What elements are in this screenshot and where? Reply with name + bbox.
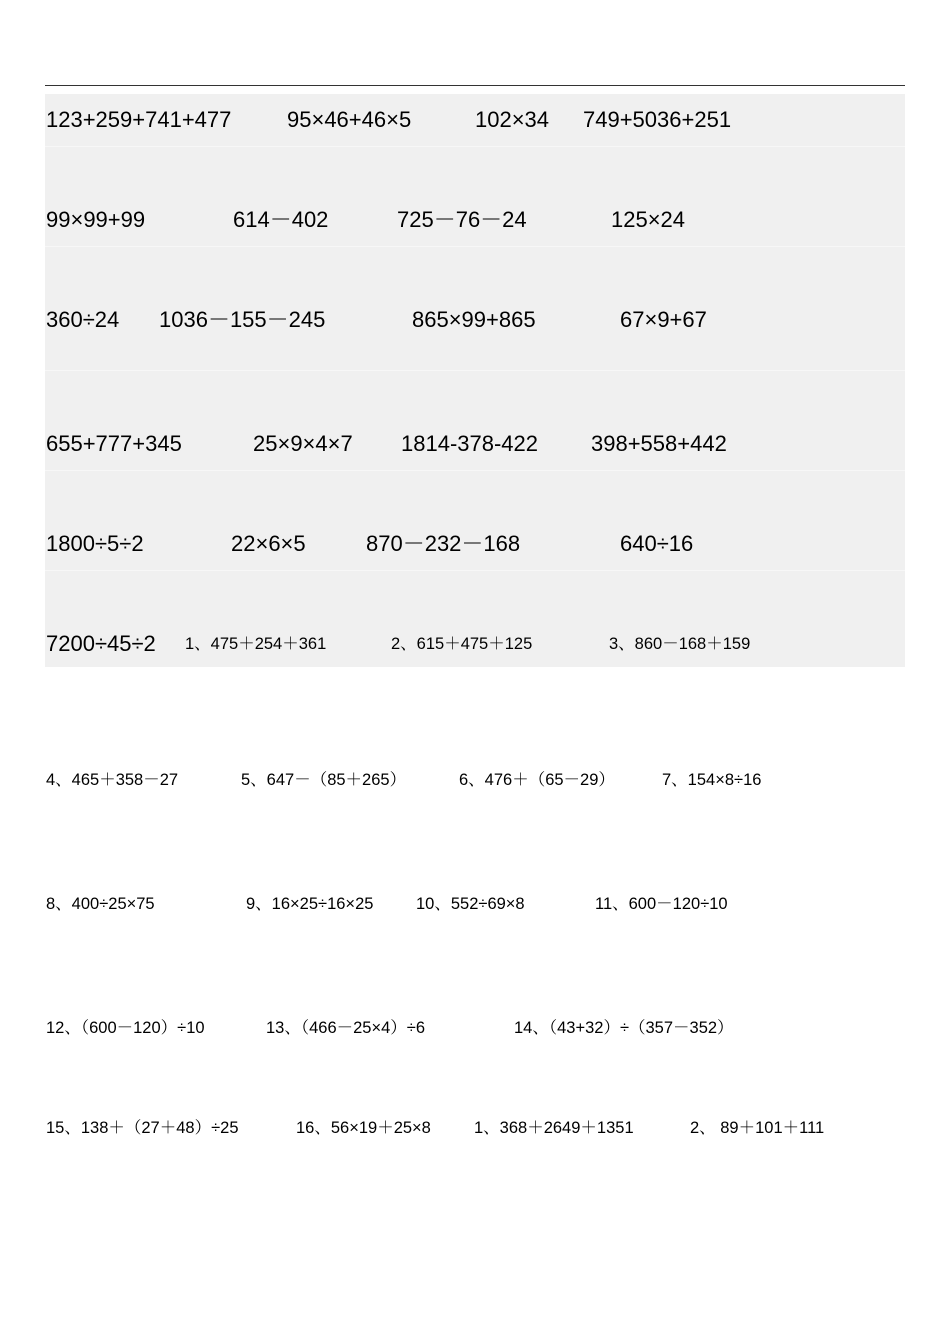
problem: 15、138＋（27＋48）÷25 xyxy=(46,1119,239,1137)
problem: 1814-378-422 xyxy=(401,431,539,456)
problem: 67×9+67 xyxy=(620,307,707,332)
problem: 14、（43+32）÷（357－352） xyxy=(514,1019,734,1037)
problem-row xyxy=(0,204,950,236)
problem: 2、615＋475＋125 xyxy=(391,635,533,653)
problem: 1、475＋254＋361 xyxy=(185,635,327,653)
problem: 123+259+741+477 xyxy=(46,107,232,132)
problem: 1800÷5÷2 xyxy=(46,531,144,556)
problem: 125×24 xyxy=(611,207,686,232)
row-separator xyxy=(45,470,905,471)
problem: 5、647－（85＋265） xyxy=(241,771,407,789)
problem-row xyxy=(0,104,950,136)
problem: 12、（600－120）÷10 xyxy=(46,1019,205,1037)
problem: 16、56×19＋25×8 xyxy=(296,1119,431,1137)
problem-row xyxy=(0,304,950,336)
problem: 870－232－168 xyxy=(366,531,521,556)
problem-row xyxy=(0,628,950,660)
problem: 102×34 xyxy=(475,107,550,132)
problem: 640÷16 xyxy=(620,531,694,556)
problem-row xyxy=(0,528,950,560)
problem: 7200÷45÷2 xyxy=(46,631,156,656)
problem: 99×99+99 xyxy=(46,207,146,232)
problem: 865×99+865 xyxy=(412,307,536,332)
problem: 655+777+345 xyxy=(46,431,182,456)
row-separator xyxy=(45,370,905,371)
problem: 25×9×4×7 xyxy=(253,431,353,456)
problem-row xyxy=(0,888,950,920)
problem: 95×46+46×5 xyxy=(287,107,412,132)
problem: 1、368＋2649＋1351 xyxy=(474,1119,634,1137)
problem-row xyxy=(0,1012,950,1044)
row-separator xyxy=(45,570,905,571)
row-separator xyxy=(45,146,905,147)
problem: 725－76－24 xyxy=(397,207,527,232)
problem: 22×6×5 xyxy=(231,531,306,556)
row-separator xyxy=(45,246,905,247)
problem-row xyxy=(0,428,950,460)
problem: 10、552÷69×8 xyxy=(416,895,525,913)
problem: 9、16×25÷16×25 xyxy=(246,895,374,913)
problem-row xyxy=(0,1112,950,1144)
problem: 4、465＋358－27 xyxy=(46,771,179,789)
problem: 3、860－168＋159 xyxy=(609,635,751,653)
problem: 11、600－120÷10 xyxy=(595,895,728,913)
problem: 13、（466－25×4）÷6 xyxy=(266,1019,426,1037)
problem: 749+5036+251 xyxy=(583,107,732,132)
problem: 1036－155－245 xyxy=(159,307,326,332)
shaded-block xyxy=(45,94,905,667)
problem-row xyxy=(0,764,950,796)
top-rule xyxy=(45,85,905,86)
problem: 6、476＋（65－29） xyxy=(459,771,615,789)
problem: 2、 89＋101＋111 xyxy=(690,1119,825,1137)
problem: 8、400÷25×75 xyxy=(46,895,155,913)
problem: 398+558+442 xyxy=(591,431,727,456)
problem: 614－402 xyxy=(233,207,329,232)
problem: 7、154×8÷16 xyxy=(662,771,762,789)
problem: 360÷24 xyxy=(46,307,120,332)
